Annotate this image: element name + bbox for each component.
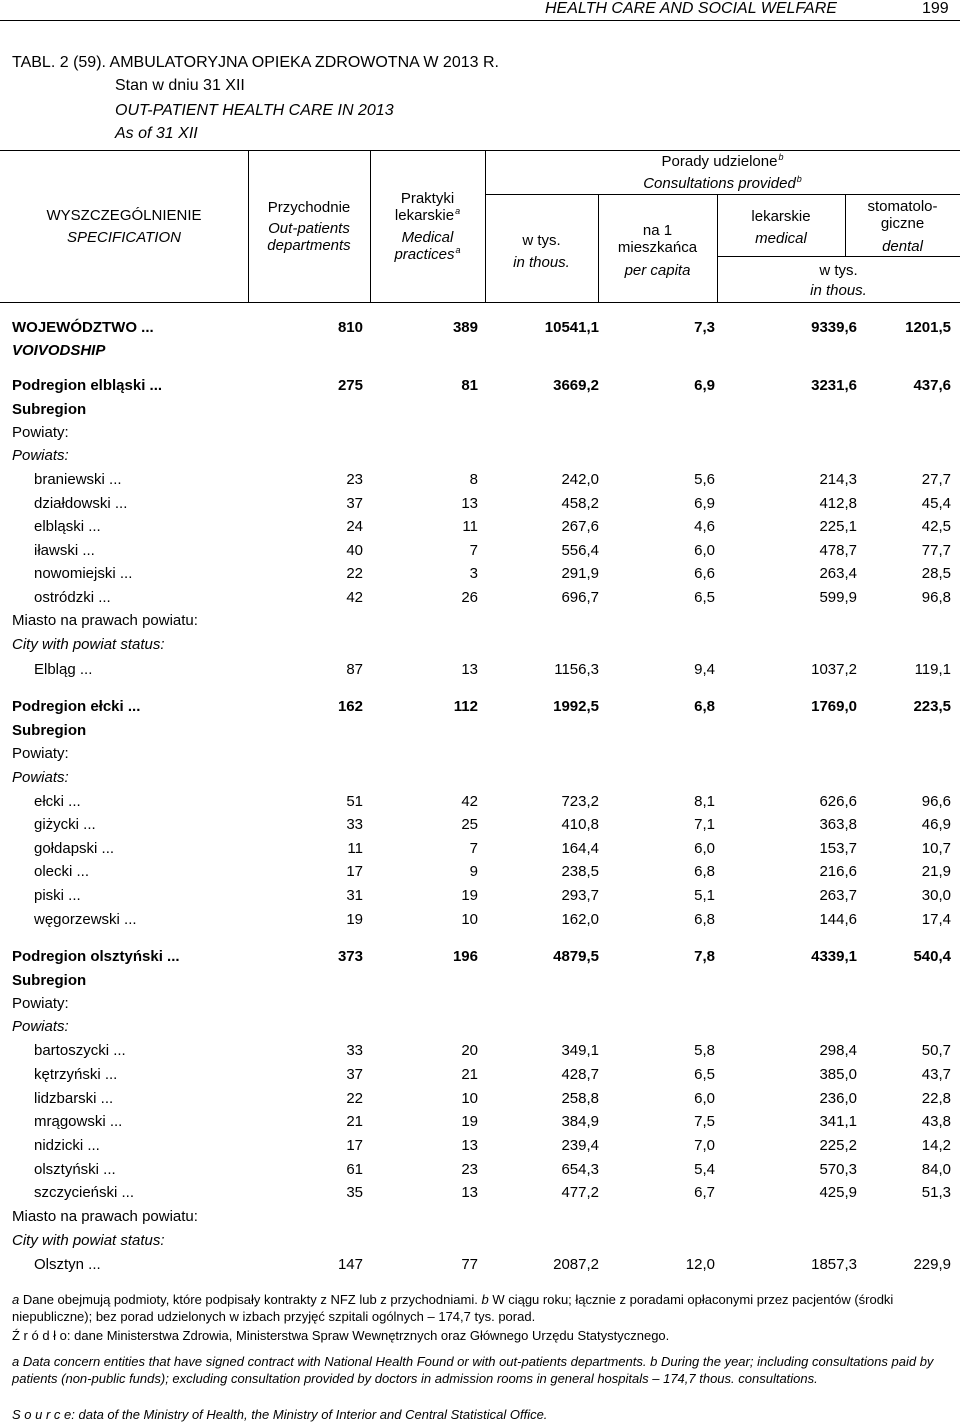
cell-col-1: 33 <box>346 1042 363 1059</box>
table-row <box>0 1063 960 1086</box>
cell-col-4: 6,0 <box>694 840 715 857</box>
footnote-b-pl: W ciągu roku; łącznie z poradami opłaconymi przez pacjentów (środki niepubliczne); bez porad udzielonych w izbach przyjęć szpitali ogólnych – 174,7 tys. porad. <box>12 1292 894 1324</box>
table-row <box>0 515 960 538</box>
table-row <box>0 562 960 585</box>
footnote-b-ref: b <box>796 174 802 184</box>
cell-col-6: 30,0 <box>921 887 951 904</box>
cell-col-6: 1201,5 <box>905 319 951 336</box>
header-group-pl: Porady udzielone$^b$ <box>661 152 784 170</box>
cell-col-5: 626,6 <box>819 793 857 810</box>
cell-col-3: 242,0 <box>561 471 599 488</box>
header-sub-pl: w tys. <box>819 262 858 279</box>
cell-col-3: 723,2 <box>561 793 599 810</box>
cell-col-2: 8 <box>469 471 478 488</box>
row-label: braniewski ... <box>34 471 122 488</box>
header-c5-pl: lekarskie <box>751 208 811 225</box>
row-label: bartoszycki ... <box>34 1042 126 1059</box>
cell-col-1: 810 <box>337 319 363 336</box>
cell-col-4: 5,6 <box>694 471 715 488</box>
cell-col-3: 384,9 <box>561 1113 599 1130</box>
row-label: piski ... <box>34 887 81 904</box>
cell-col-2: 25 <box>461 816 478 833</box>
table-row <box>0 1134 960 1157</box>
cell-col-5: 236,0 <box>819 1090 857 1107</box>
table-row <box>0 658 960 681</box>
cell-col-6: 437,6 <box>913 377 951 394</box>
footnote-a-mark: a <box>12 1292 20 1307</box>
table-row <box>0 1110 960 1133</box>
row-label: Powiaty: <box>12 995 69 1012</box>
header-c3-pl: w tys. <box>522 232 561 249</box>
cell-col-3: 3669,2 <box>553 377 599 394</box>
table-row <box>0 339 960 362</box>
cell-col-5: 263,7 <box>819 887 857 904</box>
header-c2-pl2: lekarskie$^a$ <box>394 206 461 224</box>
cell-col-4: 4,6 <box>694 518 715 535</box>
cell-col-3: 238,5 <box>561 863 599 880</box>
row-label: gołdapski ... <box>34 840 115 857</box>
row-label: nowomiejski ... <box>34 565 133 582</box>
cell-col-3: 10541,1 <box>544 319 599 336</box>
header-c4-en: per capita <box>624 262 691 279</box>
table-row <box>0 860 960 883</box>
footnote-a-pl: Dane obejmują podmioty, które podpisały kontrakty z NFZ lub z przychodniami. <box>22 1292 478 1307</box>
footnote-pl-ab <box>12 1291 950 1325</box>
cell-col-3: 458,2 <box>561 495 599 512</box>
table-row <box>0 633 960 656</box>
row-label: Miasto na prawach powiatu: <box>12 1208 198 1225</box>
cell-col-3: 428,7 <box>561 1066 599 1083</box>
header-c6-pl2: giczne <box>880 215 925 232</box>
table-row <box>0 884 960 907</box>
table-row <box>0 969 960 992</box>
cell-col-1: 162 <box>337 698 363 715</box>
header-c1-pl: Przychodnie <box>267 199 351 216</box>
table-row <box>0 398 960 421</box>
header-c6-en: dental <box>882 238 923 255</box>
row-label: giżycki ... <box>34 816 96 833</box>
source-en-label: S o u r c e: <box>12 1407 75 1422</box>
row-label: Olsztyn ... <box>34 1256 101 1273</box>
cell-col-4: 7,0 <box>694 1137 715 1154</box>
header-c2-en1: Medical <box>401 229 454 246</box>
cell-col-4: 7,8 <box>694 948 715 965</box>
cell-col-3: 164,4 <box>561 840 599 857</box>
source-pl <box>12 1327 950 1344</box>
cell-col-6: 27,7 <box>921 471 951 488</box>
cell-col-6: 540,4 <box>913 948 951 965</box>
cell-col-5: 412,8 <box>819 495 857 512</box>
table-row <box>0 374 960 397</box>
cell-col-2: 26 <box>461 589 478 606</box>
table-row <box>0 908 960 931</box>
cell-col-2: 10 <box>461 1090 478 1107</box>
cell-col-5: 263,4 <box>819 565 857 582</box>
cell-col-6: 43,8 <box>921 1113 951 1130</box>
cell-col-1: 37 <box>346 495 363 512</box>
cell-col-3: 556,4 <box>561 542 599 559</box>
cell-col-3: 654,3 <box>561 1161 599 1178</box>
running-header-title: HEALTH CARE AND SOCIAL WELFARE <box>545 0 837 17</box>
table-row <box>0 609 960 632</box>
header-spec-en: SPECIFICATION <box>67 229 181 246</box>
cell-col-5: 425,9 <box>819 1184 857 1201</box>
header-group-en: Consultations provided$^b$ <box>643 174 802 192</box>
cell-col-2: 19 <box>461 887 478 904</box>
cell-col-5: 1037,2 <box>811 661 857 678</box>
cell-col-2: 11 <box>462 518 478 535</box>
cell-col-2: 196 <box>452 948 478 965</box>
table-row <box>0 1015 960 1038</box>
row-label: Miasto na prawach powiatu: <box>12 612 198 629</box>
row-label: Subregion <box>12 401 87 418</box>
cell-col-1: 17 <box>346 1137 363 1154</box>
cell-col-1: 275 <box>337 377 363 394</box>
table-row <box>0 586 960 609</box>
cell-col-2: 3 <box>469 565 478 582</box>
cell-col-4: 7,1 <box>694 816 715 833</box>
table-row <box>0 1087 960 1110</box>
cell-col-6: 21,9 <box>921 863 951 880</box>
row-label: Podregion elbląski ... <box>12 377 163 394</box>
row-label: Powiats: <box>12 769 69 786</box>
row-label: Elbląg ... <box>34 661 93 678</box>
cell-col-5: 214,3 <box>819 471 857 488</box>
cell-col-4: 6,9 <box>694 495 715 512</box>
cell-col-2: 20 <box>461 1042 478 1059</box>
table-row <box>0 719 960 742</box>
cell-col-1: 17 <box>346 863 363 880</box>
cell-col-5: 298,4 <box>819 1042 857 1059</box>
cell-col-5: 385,0 <box>819 1066 857 1083</box>
cell-col-3: 1156,3 <box>554 661 599 678</box>
cell-col-1: 22 <box>346 565 363 582</box>
row-label: kętrzyński ... <box>34 1066 118 1083</box>
cell-col-5: 9339,6 <box>811 319 857 336</box>
row-label: City with powiat status: <box>12 636 165 653</box>
cell-col-3: 258,8 <box>561 1090 599 1107</box>
row-label: nidzicki ... <box>34 1137 100 1154</box>
cell-col-5: 341,1 <box>819 1113 857 1130</box>
table-row <box>0 837 960 860</box>
cell-col-3: 293,7 <box>561 887 599 904</box>
cell-col-4: 6,0 <box>694 1090 715 1107</box>
table-row <box>0 492 960 515</box>
row-label: Powiats: <box>12 1018 69 1035</box>
cell-col-5: 144,6 <box>819 911 857 928</box>
table-row <box>0 742 960 765</box>
table-row <box>0 1229 960 1252</box>
cell-col-5: 363,8 <box>819 816 857 833</box>
cell-col-1: 23 <box>346 471 363 488</box>
header-c1-en1: Out-patients <box>268 220 350 237</box>
row-label: olsztyński ... <box>34 1161 116 1178</box>
cell-col-4: 8,1 <box>694 793 715 810</box>
row-label: działdowski ... <box>34 495 128 512</box>
cell-col-6: 46,9 <box>921 816 951 833</box>
row-label: City with powiat status: <box>12 1232 165 1249</box>
cell-col-1: 21 <box>346 1113 363 1130</box>
cell-col-3: 291,9 <box>561 565 599 582</box>
cell-col-6: 229,9 <box>913 1256 951 1273</box>
cell-col-1: 373 <box>337 948 363 965</box>
row-label: węgorzewski ... <box>34 911 137 928</box>
cell-col-1: 42 <box>346 589 363 606</box>
row-label: elbląski ... <box>34 518 101 535</box>
cell-col-3: 4879,5 <box>553 948 599 965</box>
table-row <box>0 539 960 562</box>
table-row <box>0 421 960 444</box>
source-en-text: data of the Ministry of Health, the Ministry of Interior and Central Statistical Office. <box>78 1407 548 1422</box>
source-en <box>12 1406 950 1423</box>
col-divider-3 <box>485 150 486 302</box>
cell-col-4: 5,8 <box>694 1042 715 1059</box>
footnote-a-ref: a <box>455 206 461 216</box>
cell-col-3: 267,6 <box>561 518 599 535</box>
cell-col-6: 223,5 <box>913 698 951 715</box>
cell-col-6: 96,6 <box>921 793 951 810</box>
cell-col-1: 22 <box>346 1090 363 1107</box>
header-rule <box>0 20 960 21</box>
cell-col-6: 28,5 <box>921 565 951 582</box>
group-under-rule <box>485 194 960 195</box>
cell-col-5: 570,3 <box>819 1161 857 1178</box>
header-c2-en2: practices$^a$ <box>394 245 461 263</box>
footnote-b-ref: b <box>778 152 784 162</box>
cell-col-4: 6,8 <box>694 698 715 715</box>
table-row <box>0 444 960 467</box>
cell-col-6: 22,8 <box>921 1090 951 1107</box>
cell-col-4: 6,5 <box>694 589 715 606</box>
page-number: 199 <box>922 0 949 17</box>
cell-col-4: 7,3 <box>694 319 715 336</box>
cell-col-6: 42,5 <box>921 518 951 535</box>
header-c4-pl1: na 1 <box>642 222 673 239</box>
cell-col-4: 12,0 <box>685 1256 715 1273</box>
table-row <box>0 1253 960 1276</box>
row-label: Subregion <box>12 972 87 989</box>
cell-col-2: 9 <box>469 863 478 880</box>
cell-col-2: 389 <box>452 319 478 336</box>
cell-col-1: 35 <box>346 1184 363 1201</box>
cell-col-5: 1769,0 <box>811 698 857 715</box>
cell-col-2: 13 <box>461 1184 478 1201</box>
header-c1-en2: departments <box>267 237 351 254</box>
row-label: Podregion ełcki ... <box>12 698 141 715</box>
table-row <box>0 1181 960 1204</box>
row-label: VOIVODSHIP <box>12 342 106 359</box>
col-divider-2 <box>370 150 371 302</box>
table-row <box>0 766 960 789</box>
row-label: olecki ... <box>34 863 90 880</box>
cell-col-3: 477,2 <box>561 1184 599 1201</box>
cell-col-4: 6,8 <box>694 863 715 880</box>
row-label: ostródzki ... <box>34 589 111 606</box>
cell-col-2: 7 <box>469 542 478 559</box>
cell-col-5: 599,9 <box>819 589 857 606</box>
header-bottom-rule <box>0 302 960 303</box>
cell-col-3: 696,7 <box>561 589 599 606</box>
footnote-en-ab <box>12 1353 950 1387</box>
cell-col-1: 40 <box>346 542 363 559</box>
cell-col-2: 19 <box>461 1113 478 1130</box>
header-c3-en: in thous. <box>513 254 570 271</box>
cell-col-3: 2087,2 <box>553 1256 599 1273</box>
row-label: Powiaty: <box>12 424 69 441</box>
cell-col-4: 6,5 <box>694 1066 715 1083</box>
header-c5-en: medical <box>755 230 807 247</box>
cell-col-5: 153,7 <box>819 840 857 857</box>
footnote-a-en: Data concern entities that have signed contract with National Health Found or with out-patients departments. <box>22 1354 647 1369</box>
cell-col-6: 14,2 <box>921 1137 951 1154</box>
cell-col-4: 6,7 <box>694 1184 715 1201</box>
cell-col-1: 11 <box>347 840 363 857</box>
cell-col-1: 33 <box>346 816 363 833</box>
cell-col-4: 6,9 <box>694 377 715 394</box>
cell-col-2: 13 <box>461 495 478 512</box>
row-label: Subregion <box>12 722 87 739</box>
cell-col-3: 410,8 <box>561 816 599 833</box>
row-label: mrągowski ... <box>34 1113 123 1130</box>
row-label: Podregion olsztyński ... <box>12 948 180 965</box>
cell-col-3: 162,0 <box>561 911 599 928</box>
cell-col-1: 87 <box>346 661 363 678</box>
row-label: szczycieński ... <box>34 1184 135 1201</box>
cell-col-4: 5,1 <box>694 887 715 904</box>
cell-col-1: 24 <box>346 518 363 535</box>
header-sub-en: in thous. <box>810 282 867 299</box>
table-row <box>0 468 960 491</box>
header-spec-pl: WYSZCZEGÓLNIENIE <box>46 207 202 224</box>
row-label: Powiaty: <box>12 745 69 762</box>
table-row <box>0 945 960 968</box>
cell-col-6: 45,4 <box>921 495 951 512</box>
footnote-a-mark-en: a <box>12 1354 20 1369</box>
cell-col-1: 51 <box>346 793 363 810</box>
footnote-b-en: During the year; including consultations paid by patients (non-public funds); excluding consultation provided by doctors in admission rooms in general hospitals – 174,7 thous. consultations. <box>12 1354 934 1386</box>
cell-col-6: 119,1 <box>914 661 951 678</box>
table-row <box>0 1158 960 1181</box>
cell-col-5: 478,7 <box>819 542 857 559</box>
cell-col-5: 3231,6 <box>811 377 857 394</box>
cell-col-6: 77,7 <box>921 542 951 559</box>
table-row <box>0 813 960 836</box>
footnote-b-mark-en: b <box>650 1354 658 1369</box>
cell-col-2: 10 <box>461 911 478 928</box>
cell-col-6: 96,8 <box>921 589 951 606</box>
cell-col-1: 61 <box>346 1161 363 1178</box>
cell-col-5: 4339,1 <box>811 948 857 965</box>
cell-col-2: 81 <box>461 377 478 394</box>
cell-col-2: 13 <box>461 1137 478 1154</box>
table-row <box>0 316 960 339</box>
table-row <box>0 695 960 718</box>
table-subtitle-pl: Stan w dniu 31 XII <box>115 77 245 94</box>
source-pl-label: Ź r ó d ł o: <box>12 1328 71 1343</box>
cell-col-5: 225,2 <box>819 1137 857 1154</box>
cell-col-6: 43,7 <box>921 1066 951 1083</box>
cell-col-3: 239,4 <box>561 1137 599 1154</box>
cell-col-1: 37 <box>346 1066 363 1083</box>
cell-col-5: 216,6 <box>819 863 857 880</box>
subgroup-under-rule <box>717 256 960 257</box>
cell-col-6: 17,4 <box>921 911 951 928</box>
cell-col-1: 19 <box>346 911 363 928</box>
header-top-rule <box>0 150 960 151</box>
cell-col-2: 112 <box>453 698 478 715</box>
cell-col-4: 6,8 <box>694 911 715 928</box>
header-c4-pl2: mieszkańca <box>617 239 698 256</box>
cell-col-2: 77 <box>461 1256 478 1273</box>
cell-col-6: 50,7 <box>921 1042 951 1059</box>
table-row <box>0 790 960 813</box>
table-title-pl: TABL. 2 (59). AMBULATORYJNA OPIEKA ZDROWOTNA W 2013 R. <box>12 54 499 71</box>
cell-col-5: 1857,3 <box>811 1256 857 1273</box>
cell-col-1: 147 <box>337 1256 363 1273</box>
cell-col-6: 10,7 <box>921 840 951 857</box>
cell-col-2: 13 <box>461 661 478 678</box>
cell-col-4: 6,6 <box>694 565 715 582</box>
table-subtitle-en: As of 31 XII <box>115 125 198 142</box>
cell-col-2: 42 <box>461 793 478 810</box>
cell-col-4: 7,5 <box>694 1113 715 1130</box>
cell-col-4: 6,0 <box>694 542 715 559</box>
table-title-en: OUT-PATIENT HEALTH CARE IN 2013 <box>115 102 394 119</box>
header-c6-pl1: stomatolo- <box>867 198 938 215</box>
row-label: iławski ... <box>34 542 95 559</box>
source-pl-text: dane Ministerstwa Zdrowia, Ministerstwa Spraw Wewnętrznych oraz Głównego Urzędu Statystycznego. <box>74 1328 670 1343</box>
header-c2-pl1: Praktyki <box>400 190 455 207</box>
cell-col-6: 51,3 <box>921 1184 951 1201</box>
table-row <box>0 992 960 1015</box>
cell-col-4: 5,4 <box>694 1161 715 1178</box>
cell-col-6: 84,0 <box>921 1161 951 1178</box>
row-label: WOJEWÓDZTWO ... <box>12 319 154 336</box>
cell-col-3: 1992,5 <box>553 698 599 715</box>
table-row <box>0 1039 960 1062</box>
row-label: ełcki ... <box>34 793 81 810</box>
footnote-a-ref: a <box>455 245 461 255</box>
row-label: Powiats: <box>12 447 69 464</box>
table-row <box>0 1205 960 1228</box>
cell-col-4: 9,4 <box>694 661 715 678</box>
cell-col-2: 21 <box>461 1066 478 1083</box>
cell-col-1: 31 <box>346 887 363 904</box>
row-label: lidzbarski ... <box>34 1090 114 1107</box>
cell-col-3: 349,1 <box>561 1042 599 1059</box>
footnote-b-mark: b <box>481 1292 489 1307</box>
cell-col-5: 225,1 <box>819 518 857 535</box>
cell-col-2: 23 <box>461 1161 478 1178</box>
cell-col-2: 7 <box>469 840 478 857</box>
